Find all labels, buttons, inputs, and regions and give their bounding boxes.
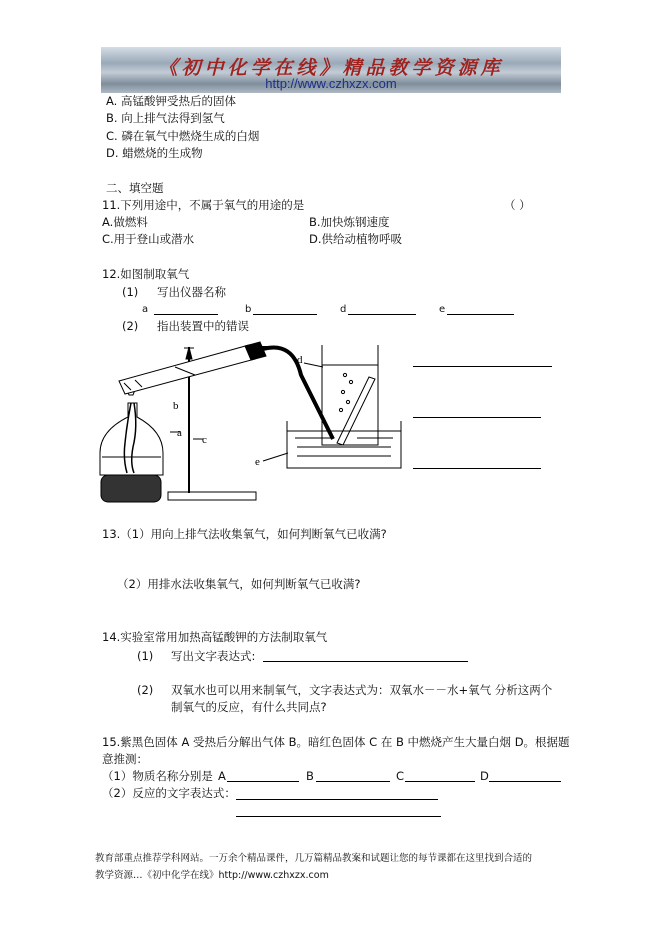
lamp-block [101,475,161,502]
q15-letter-d: D [480,769,489,783]
q14-part1-num: (1) [137,649,154,663]
alcohol-lamp [100,379,163,475]
q15-reaction-line-1[interactable] [236,799,438,800]
q14-stem: 14.实验室常用加热高锰酸钾的方法制取氧气 [102,630,328,644]
q12-part1-text: 写出仪器名称 [157,285,226,299]
q12-part2-text: 指出装置中的错误 [157,319,249,333]
blank-b-line[interactable] [253,314,317,315]
q11-option-b: B.加快炼钢速度 [309,215,390,229]
apparatus-figure [95,335,415,510]
fig-label-a: a [177,427,182,439]
q11-option-d: D.供给动植物呼吸 [309,232,403,246]
q15-blank-d[interactable] [489,781,561,782]
q14-part2-line2: 制氧气的反应，有什么共同点? [171,700,327,714]
q15-letter-c: C [396,769,405,783]
blank-e-line[interactable] [447,314,514,315]
q12-part2-num: (2) [122,319,139,333]
q15-blank-c[interactable] [405,781,475,782]
option-a: A. 高锰酸钾受热后的固体 [106,94,236,108]
q14-part2-num: (2) [137,683,154,697]
q15-line4: （2）反应的文字表达式： [102,786,236,800]
option-c: C. 磷在氧气中燃烧生成的白烟 [106,129,260,143]
blank-label-b: b [245,304,252,315]
banner-url[interactable]: http://www.czhxzx.com [265,76,397,91]
section-title: 二、填空题 [106,181,164,195]
footer-line1: 教育部重点推荐学科网站。一万余个精品课件，几万篇精品教案和试题让您的每节课都在这里找到合适的 [95,853,533,864]
q15-blank-b[interactable] [316,781,390,782]
fig-label-c: c [202,434,207,446]
q12-part1-num: (1) [122,285,139,299]
blank-a-line[interactable] [154,314,218,315]
q11-bracket: （ ） [504,198,531,212]
q15-letter-a: A [218,769,226,783]
q15-reaction-line-2[interactable] [236,816,441,817]
q11-stem: 11.下列用途中，不属于氧气的用途的是 [102,198,305,212]
q14-part2-line1: 双氧水也可以用来制氧气，文字表达式为：双氧水－－水+氧气 分析这两个 [171,683,553,697]
q13-part1: 13.（1）用向上排气法收集氧气，如何判断氧气已收满? [102,527,387,541]
footer-line2[interactable]: 教学资源…《初中化学在线》http://www.czhxzx.com [95,870,329,881]
q14-part1-text: 写出文字表达式: [171,649,256,663]
header-banner [101,47,561,93]
error-line-2[interactable] [413,417,541,418]
fig-label-d: d [297,354,303,366]
option-b: B. 向上排气法得到氢气 [106,111,225,125]
q15-line2: 意推测： [102,752,148,766]
q15-line3-lead: （1）物质名称分别是 [102,769,213,783]
q15-letter-b: B [306,769,314,783]
fig-label-b: b [173,400,179,412]
fig-label-e: e [255,456,260,468]
blank-label-d: d [340,304,347,315]
test-tube [119,342,266,394]
q13-part2: （2）用排水法收集氧气，如何判断氧气已收满? [117,577,361,591]
blank-label-a: a [142,304,149,315]
q12-stem: 12.如图制取氧气 [102,267,190,281]
q14-part1-answer-line[interactable] [263,661,468,662]
error-line-3[interactable] [413,468,541,469]
error-line-1[interactable] [413,366,552,367]
banner-title: 《初中化学在线》精品教学资源库 [158,57,504,79]
q15-line1: 15.紫黑色固体 A 受热后分解出气体 B。暗红色固体 C 在 B 中燃烧产生大量白烟 D。根据题 [102,735,570,749]
q11-option-c: C.用于登山或潜水 [102,232,195,246]
option-d: D. 蜡燃烧的生成物 [106,146,203,160]
blank-label-e: e [439,304,446,315]
q15-blank-a[interactable] [227,781,299,782]
blank-d-line[interactable] [348,314,416,315]
q11-option-a: A.做燃料 [102,215,148,229]
